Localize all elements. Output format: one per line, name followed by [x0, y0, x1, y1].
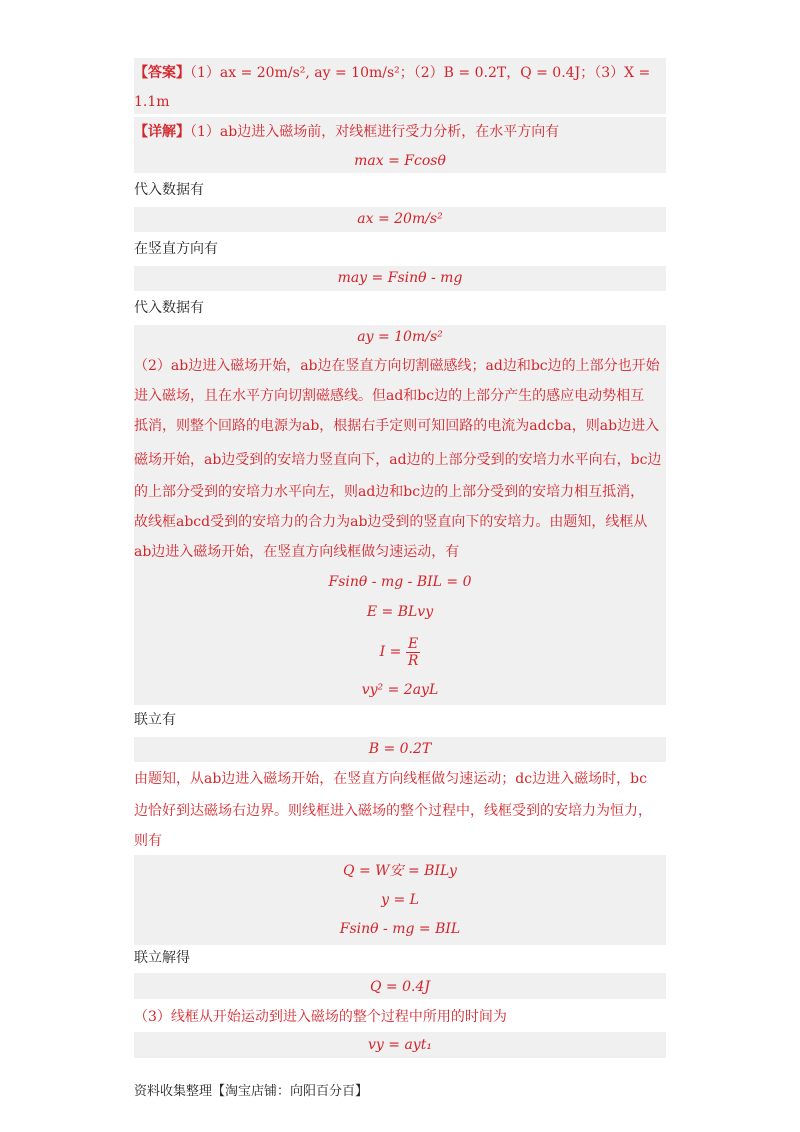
substitute-label-1: 代入数据有 [134, 182, 204, 198]
footer-source: 资料收集整理【淘宝店铺：向阳百分百】 [134, 1084, 369, 1099]
fraction-denominator: R [407, 652, 419, 669]
part2-line-1: （2）ab边进入磁场开始，ab边在竖直方向切割磁感线；ad边和bc边的上部分也开始 [134, 358, 660, 374]
equation-velocity: vy² = 2ayL [361, 682, 439, 698]
current-fraction [406, 636, 421, 669]
equation-may: may = Fsinθ - mg [337, 270, 463, 286]
part2-line-3: 抵消，则整个回路的电源为ab，根据右手定则可知回路的电流为adcba，则ab边进入 [134, 418, 660, 434]
detail-line [134, 118, 666, 147]
part2-line-4: 磁场开始，ab边受到的安培力竖直向下，ad边的上部分受到的安培力水平向右，bc边 [134, 452, 662, 468]
combine-label: 联立有 [134, 712, 176, 728]
substitute-label-2: 代入数据有 [134, 300, 204, 316]
answer-line-2: 1.1m [134, 94, 170, 110]
part3-line: （3）线框从开始运动到进入磁场的整个过程中所用的时间为 [134, 1009, 507, 1025]
part2-line-7: ab边进入磁场开始，在竖直方向线框做匀速运动，有 [134, 544, 460, 560]
para3-line-2: 边恰好到达磁场右边界。则线框进入磁场的整个过程中，线框受到的安培力为恒力， [134, 803, 652, 819]
equation-y: y = L [381, 892, 419, 908]
part2-line-2: 进入磁场，且在水平方向切割磁感线。但ad和bc边的上部分产生的感应电动势相互 [134, 388, 645, 404]
equation-force-BIL: Fsinθ - mg = BIL [339, 921, 461, 937]
answer-tag: 【答案】 [134, 65, 190, 81]
solve-label: 联立解得 [134, 950, 190, 966]
equation-emf: E = BLvy [366, 604, 434, 620]
para3-line-1: 由题知，从ab边进入磁场开始，在竖直方向线框做匀速运动；dc边进入磁场时，bc [134, 771, 647, 787]
equation-B: B = 0.2T [368, 741, 432, 757]
equation-max: max = Fcosθ [354, 153, 446, 169]
equation-Q-value: Q = 0.4J [370, 979, 430, 995]
part2-line-6: 故线框abcd受到的安培力的合力为ab边受到的竖直向下的安培力。由题知，线框从 [134, 514, 648, 530]
equation-current [134, 630, 666, 674]
para3-line-3: 则有 [134, 833, 162, 849]
equation-force-balance: Fsinθ - mg - BIL = 0 [328, 574, 472, 590]
equation-ax: ax = 20m/s² [357, 211, 443, 227]
vertical-label: 在竖直方向有 [134, 241, 218, 257]
answer-line-1 [134, 59, 666, 88]
equation-ay: ay = 10m/s² [357, 329, 443, 345]
detail-tag: 【详解】 [134, 124, 190, 140]
equation-Q-work: Q = W安 = BILy [343, 863, 457, 879]
part2-line-5: 的上部分受到的安培力水平向左，则ad边和bc边的上部分受到的安培力相互抵消， [134, 484, 645, 500]
detail-intro: （1）ab边进入磁场前，对线框进行受力分析，在水平方向有 [190, 124, 560, 140]
answer-text: （1）ax = 20m/s², ay = 10m/s²；（2）B = 0.2T，Q = 0.4J；（3）X = [190, 65, 651, 81]
equation-vy: vy = ayt₁ [368, 1037, 432, 1053]
current-lhs: I = [379, 644, 402, 660]
fraction-numerator: E [406, 636, 421, 653]
